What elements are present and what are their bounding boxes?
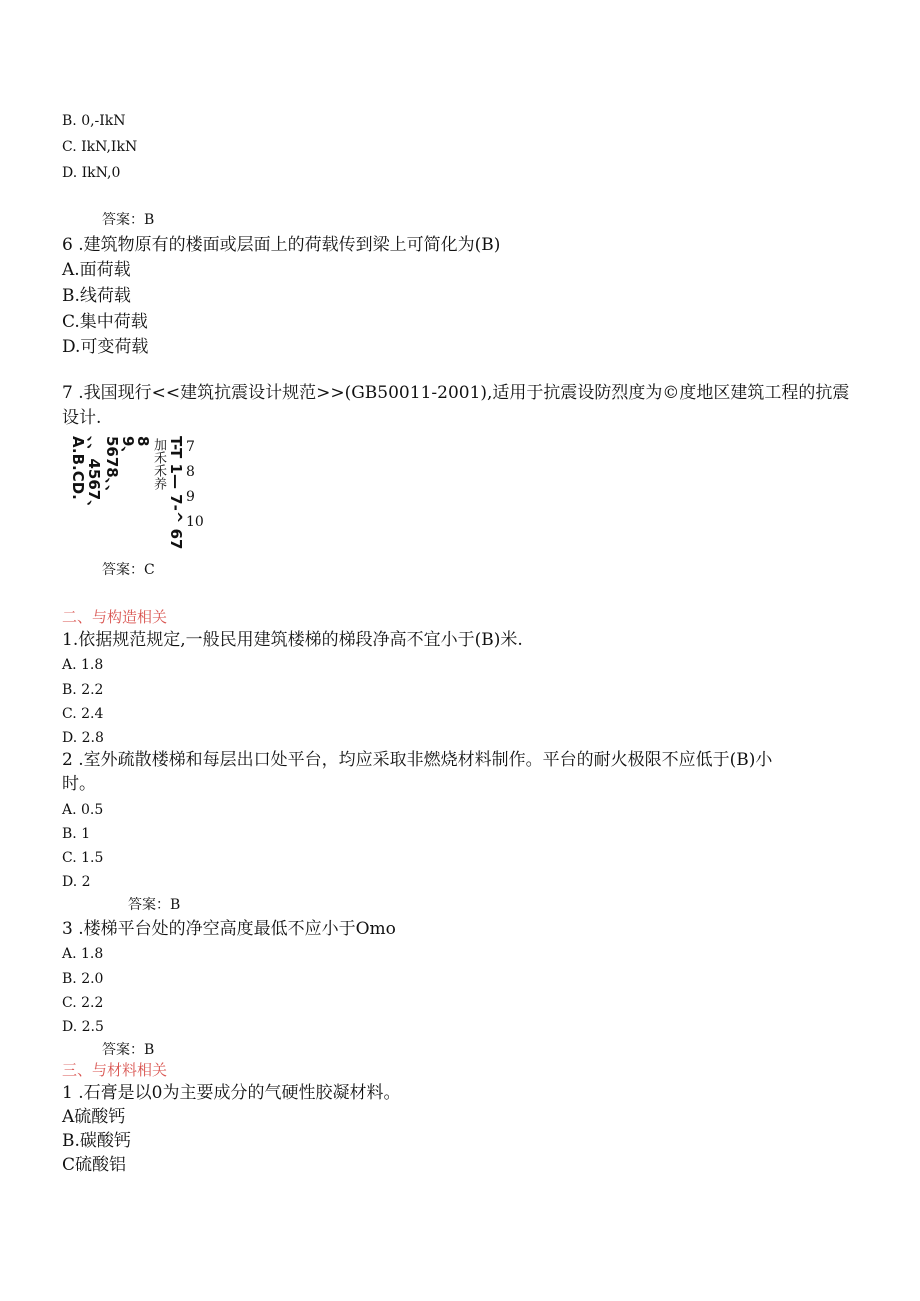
s3-q1-stem: 1 .石膏是以0为主要成分的气硬性胶凝材料。 [62,1083,401,1103]
s2-q1-option-b: B. 2.2 [62,682,104,698]
q5-option-d: D. IkN,0 [62,165,121,181]
q7-garbled-num-9: 9 [186,489,195,505]
q7-garbled-num-8: 8 [186,464,195,480]
s3-q1-option-c: C硫酸铝 [62,1155,127,1175]
s2-q1-stem: 1.依据规范规定,一般民用建筑楼梯的梯段净高不宜小于(B)米. [62,630,523,650]
s2-q2-stem-line1: 2 .室外疏散楼梯和每层出口处平台，均应采取非燃烧材料制作。平台的耐火极限不应低于(B)小 [62,750,773,770]
s2-q2-option-c: C. 1.5 [62,850,104,866]
q7-garbled-num-10: 10 [186,514,204,530]
s2-q1-option-c: C. 2.4 [62,706,104,722]
q5-answer: 答案：B [102,212,155,228]
q7-garbled-col3: 5678、、 [103,436,121,501]
s2-q3-answer: 答案：B [102,1042,155,1058]
s2-q1-option-a: A. 1.8 [62,657,104,673]
q7-garbled-col4: 9、 [119,436,137,462]
q7-garbled-col5: 8 [134,436,152,447]
q6-option-c: C.集中荷载 [62,312,148,332]
s2-q3-option-b: B. 2.0 [62,971,104,987]
q7-garbled-col2: 、、4567、 [85,436,103,516]
s2-q3-stem: 3 .楼梯平台处的净空高度最低不应小于Omo [62,919,396,939]
s3-q1-option-b: B.碳酸钙 [62,1131,131,1151]
s2-q2-answer: 答案：B [128,897,181,913]
q7-garbled-col1: A.B.CD. [69,436,87,500]
q7-garbled-num-7: 7 [186,439,195,455]
s2-q3-option-d: D. 2.5 [62,1019,104,1035]
s2-q2-option-b: B. 1 [62,826,91,842]
q7-garbled-col7: T-T 1— 7-^ 67 [167,436,185,550]
q6-option-b: B.线荷载 [62,286,131,306]
q7-stem: 7 .我国现行<<建筑抗震设计规范>>(GB50011-2001),适用于抗震设防烈度为©度地区建筑工程的抗震设计. [62,383,850,428]
s2-q2-option-a: A. 0.5 [62,802,104,818]
q6-option-d: D.可变荷载 [62,337,149,357]
q6-option-a: A.面荷载 [62,260,131,280]
s3-q1-option-a: A硫酸钙 [62,1107,126,1127]
s2-q3-option-c: C. 2.2 [62,995,104,1011]
section-3-title: 三、与材料相关 [62,1061,168,1079]
s2-q2-option-d: D. 2 [62,874,91,890]
q5-option-b: B. 0,-IkN [62,113,126,129]
s2-q1-option-d: D. 2.8 [62,730,104,746]
s2-q2-stem-line2: 时。 [62,774,96,794]
q7-garbled-col6: 加禾禾养 [151,438,166,490]
s2-q3-option-a: A. 1.8 [62,946,104,962]
section-2-title: 二、与构造相关 [62,608,168,626]
q5-option-c: C. IkN,IkN [62,139,138,155]
q6-stem: 6 .建筑物原有的楼面或层面上的荷载传到梁上可简化为(B) [62,235,501,255]
q7-answer: 答案：C [102,562,155,578]
